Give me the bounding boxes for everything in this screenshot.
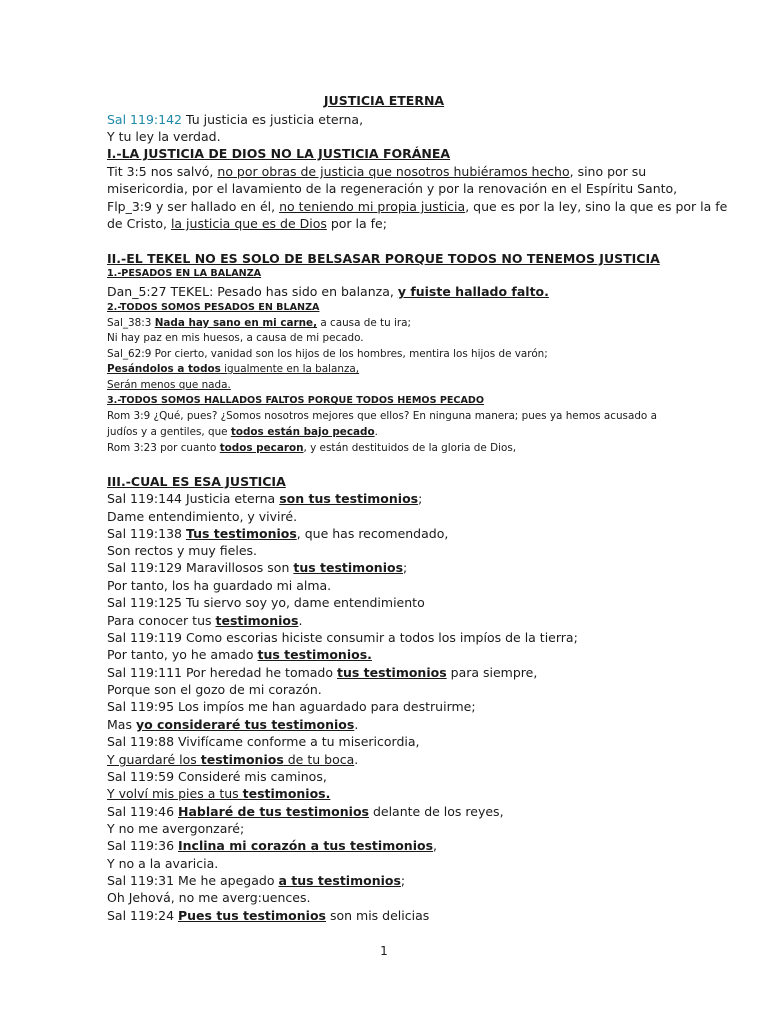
text-line bbox=[107, 716, 358, 733]
text-line bbox=[107, 907, 429, 924]
text-line bbox=[107, 425, 378, 439]
text-run: Sal 119:36 bbox=[107, 838, 178, 853]
text-run: son tus testimonios bbox=[279, 491, 419, 506]
text-line bbox=[107, 163, 646, 180]
text-run: Sal_38:3 bbox=[107, 317, 155, 329]
text-line bbox=[107, 803, 504, 820]
text-run: Por tanto, yo he amado bbox=[107, 647, 258, 662]
text-run: la justicia que es de Dios bbox=[170, 216, 327, 231]
text-run: igualmente en la balanza, bbox=[220, 363, 360, 375]
text-line bbox=[107, 855, 218, 872]
text-run: . bbox=[298, 613, 303, 628]
text-run: Sal 119:111 Por heredad he tomado bbox=[107, 665, 337, 680]
text-run: 1.-PESADOS EN LA BALANZA bbox=[107, 268, 262, 279]
text-line bbox=[107, 559, 407, 576]
text-run: Sal 119:125 Tu siervo soy yo, dame entendimiento bbox=[107, 595, 425, 610]
text-run: Mas bbox=[107, 717, 136, 732]
text-run: Sal 119:88 Vivifícame conforme a tu misericordia, bbox=[107, 734, 420, 749]
text-run: Sal 119:46 bbox=[107, 804, 178, 819]
text-line bbox=[107, 301, 319, 314]
text-run: tus testimonios. bbox=[257, 647, 372, 662]
text-run: Y tu ley la verdad. bbox=[107, 129, 221, 144]
text-run: Sal 119:119 Como escorias hiciste consumir a todos los impíos de la tierra; bbox=[107, 630, 578, 645]
text-run: no teniendo mi propia justicia bbox=[279, 199, 466, 214]
text-run: Pues tus testimonios bbox=[178, 908, 326, 923]
text-run: Y guardaré los bbox=[107, 752, 201, 767]
text-run: a tus testimonios bbox=[278, 873, 401, 888]
text-run: , que has recomendado, bbox=[296, 526, 449, 541]
bible-reference: Sal 119:142 bbox=[107, 112, 182, 127]
text-run: Sal_62:9 Por cierto, vanidad son los hijos de los hombres, mentira los hijos de varón; bbox=[107, 348, 548, 360]
text-line bbox=[107, 542, 257, 559]
text-run: Oh Jehová, no me averg:uences. bbox=[107, 890, 311, 905]
text-line bbox=[107, 837, 437, 854]
text-run: testimonios bbox=[215, 613, 299, 628]
text-run: , bbox=[433, 838, 438, 853]
text-run: . bbox=[374, 426, 378, 438]
text-run: I.-LA JUSTICIA DE DIOS NO LA JUSTICIA FORÁNEA bbox=[107, 146, 451, 161]
text-run: 3.-TODOS SOMOS HALLADOS FALTOS PORQUE TODOS HEMOS PECADO bbox=[107, 395, 484, 406]
text-run: para siempre, bbox=[446, 665, 538, 680]
text-run: Para conocer tus bbox=[107, 613, 216, 628]
text-run: todos pecaron bbox=[219, 442, 304, 454]
text-line bbox=[107, 681, 322, 698]
text-line bbox=[107, 768, 327, 785]
text-line bbox=[107, 525, 448, 542]
text-run: todos están bajo pecado bbox=[230, 426, 375, 438]
text-run: , sino por su bbox=[569, 164, 647, 179]
text-line bbox=[107, 751, 358, 768]
text-line bbox=[107, 331, 364, 345]
text-run: Sal 119:138 bbox=[107, 526, 186, 541]
text-run: son mis delicias bbox=[325, 908, 430, 923]
text-line bbox=[107, 612, 302, 629]
text-run: de tu boca bbox=[283, 752, 355, 767]
text-line bbox=[107, 820, 244, 837]
text-run: . bbox=[354, 752, 359, 767]
text-run: Tus testimonios bbox=[185, 526, 297, 541]
text-run: Por tanto, los ha guardado mi alma. bbox=[107, 578, 332, 593]
text-line bbox=[107, 362, 359, 376]
text-run: ; bbox=[400, 873, 406, 888]
text-run: yo consideraré tus testimonios bbox=[135, 717, 355, 732]
text-run: . bbox=[354, 717, 359, 732]
text-run: 2.-TODOS SOMOS PESADOS EN BLANZA bbox=[107, 302, 320, 313]
text-line bbox=[107, 889, 310, 906]
text-run: Y no me avergonzaré; bbox=[107, 821, 245, 836]
text-run: Flp_3:9 y ser hallado en él, bbox=[107, 199, 280, 214]
text-run: Tu justicia es justicia eterna, bbox=[181, 112, 364, 127]
text-line bbox=[107, 629, 578, 646]
text-line bbox=[107, 145, 450, 162]
text-line bbox=[107, 473, 286, 490]
text-run: de Cristo, bbox=[107, 216, 171, 231]
text-line bbox=[107, 490, 422, 507]
text-run: Rom 3:9 ¿Qué, pues? ¿Somos nosotros mejores que ellos? En ninguna manera; pues ya hemos acusado a bbox=[107, 410, 657, 422]
text-run: Dame entendimiento, y viviré. bbox=[107, 509, 298, 524]
text-run: por la fe; bbox=[326, 216, 387, 231]
text-line bbox=[107, 128, 221, 145]
text-line bbox=[107, 215, 387, 232]
text-run: Porque son el gozo de mi corazón. bbox=[107, 682, 322, 697]
text-run: Son rectos y muy fieles. bbox=[107, 543, 257, 558]
text-run: Y volví mis pies a tus bbox=[107, 786, 243, 801]
text-run: III.-CUAL ES ESA JUSTICIA bbox=[107, 474, 286, 489]
page-number: 1 bbox=[380, 944, 388, 958]
text-line bbox=[107, 378, 231, 392]
text-run: Sal 119:31 Me he apegado bbox=[107, 873, 279, 888]
text-run: delante de los reyes, bbox=[368, 804, 504, 819]
text-line bbox=[107, 508, 297, 525]
text-line bbox=[107, 646, 372, 663]
text-run: Ni hay paz en mis huesos, a causa de mi pecado. bbox=[107, 332, 364, 344]
text-run: Rom 3:23 por cuanto bbox=[107, 442, 220, 454]
text-line bbox=[107, 316, 411, 330]
text-line bbox=[107, 198, 727, 215]
text-run: Sal 119:95 Los impíos me han aguardado para destruirme; bbox=[107, 699, 476, 714]
text-run: no por obras de justicia que nosotros hubiéramos hecho bbox=[217, 164, 570, 179]
document-title: JUSTICIA ETERNA bbox=[323, 93, 445, 108]
text-run: Sal 119:129 Maravillosos son bbox=[107, 560, 294, 575]
text-run: Pesándolos a todos bbox=[107, 363, 221, 375]
text-line bbox=[107, 180, 677, 197]
text-run: Nada hay sano en mi carne, bbox=[154, 317, 318, 329]
text-run: judíos y a gentiles, que bbox=[107, 426, 231, 438]
text-line bbox=[107, 441, 516, 455]
text-run: II.-EL TEKEL NO ES SOLO DE BELSASAR PORQUE TODOS NO TENEMOS JUSTICIA bbox=[107, 251, 660, 266]
text-line bbox=[107, 394, 484, 407]
text-run: testimonios. bbox=[242, 786, 331, 801]
text-run: a causa de tu ira; bbox=[317, 317, 412, 329]
text-line bbox=[107, 664, 537, 681]
text-run: y fuiste hallado falto. bbox=[397, 284, 549, 299]
text-line bbox=[107, 111, 363, 128]
text-run: Sal 119:24 bbox=[107, 908, 178, 923]
text-run: testimonios bbox=[200, 752, 284, 767]
text-line bbox=[107, 698, 476, 715]
text-line bbox=[107, 283, 549, 300]
text-run: Hablaré de tus testimonios bbox=[178, 804, 369, 819]
text-run: Y no a la avaricia. bbox=[107, 856, 219, 871]
text-run: misericordia, por el lavamiento de la regeneración y por la renovación en el Espíritu Santo, bbox=[107, 181, 678, 196]
text-run: Sal 119:59 Consideré mis caminos, bbox=[107, 769, 327, 784]
text-run: , y están destituidos de la gloria de Dios, bbox=[303, 442, 517, 454]
text-line bbox=[107, 733, 419, 750]
text-line bbox=[107, 267, 261, 280]
text-run: tus testimonios bbox=[293, 560, 404, 575]
text-line bbox=[107, 872, 405, 889]
text-run: Sal 119:144 Justicia eterna bbox=[107, 491, 280, 506]
text-run: Serán menos que nada. bbox=[107, 379, 231, 391]
text-run: ; bbox=[403, 560, 408, 575]
text-line bbox=[107, 409, 657, 423]
text-run: Inclina mi corazón a tus testimonios bbox=[178, 838, 434, 853]
text-line bbox=[107, 785, 330, 802]
text-line bbox=[107, 250, 660, 267]
text-run: Dan_5:27 TEKEL: Pesado has sido en balanza, bbox=[107, 284, 398, 299]
text-line bbox=[107, 347, 548, 361]
text-line bbox=[107, 577, 331, 594]
text-line bbox=[107, 594, 425, 611]
text-run: ; bbox=[418, 491, 423, 506]
text-run: , que es por la ley, sino la que es por la fe bbox=[465, 199, 728, 214]
text-run: Tit 3:5 nos salvó, bbox=[107, 164, 218, 179]
text-run: tus testimonios bbox=[337, 665, 447, 680]
